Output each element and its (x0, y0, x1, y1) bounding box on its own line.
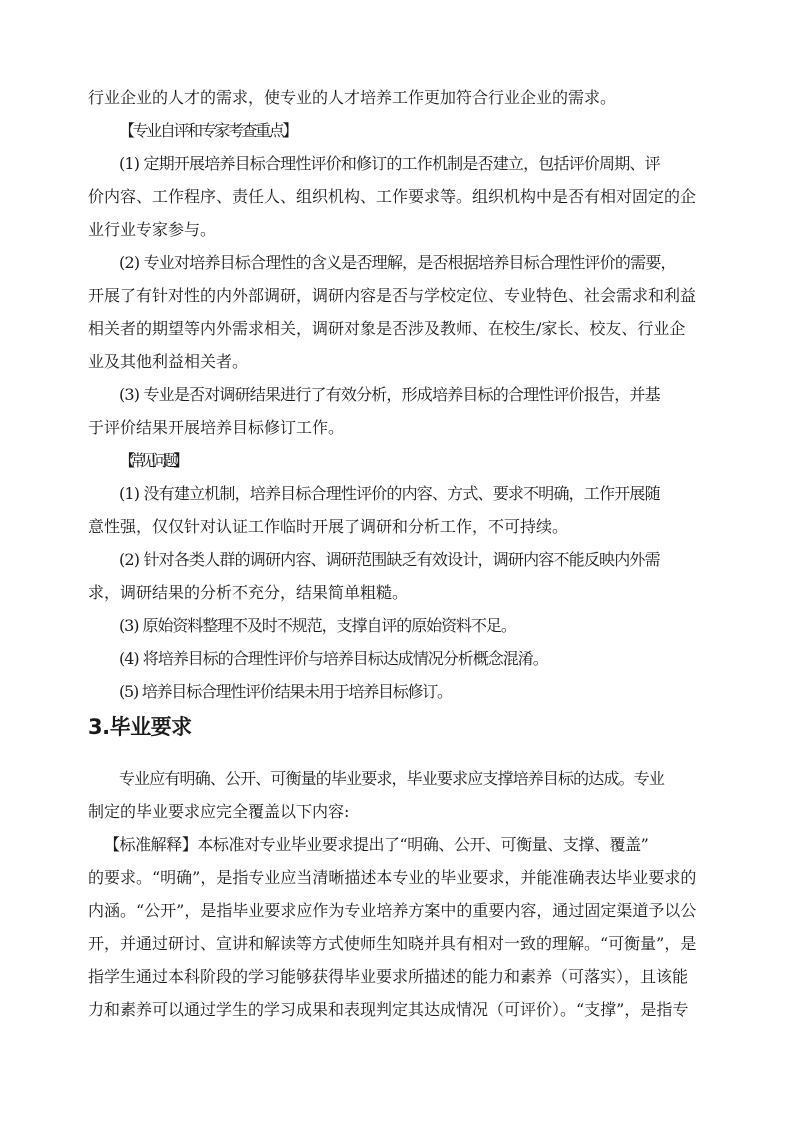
paragraph-line: 力和素养可以通过学生的学习成果和表现判定其达成情况（可评价）。“支撑”，是指专 (88, 1000, 689, 1019)
paragraph-line: 内涵。“公开”，是指毕业要求应作为专业培养方案中的重要内容，通过固定渠道予以公 (88, 901, 697, 920)
section-label-common-issues: 【常见问题】 (119, 451, 185, 470)
paragraph-line: 【标准解释】本标准对专业毕业要求提出了“明确、公开、可衡量、支撑、覆盖” (104, 835, 649, 854)
paragraph-line: (2) 专业对培养目标合理性的含义是否理解，是否根据培养目标合理性评价的需要， (119, 253, 676, 272)
paragraph-line: 的要求。“明确”，是指专业应当清晰描述本专业的毕业要求，并能准确表达毕业要求的 (88, 868, 697, 887)
section-label-review-focus: 【专业自评和专家考查重点】 (119, 121, 297, 140)
paragraph-line: 制定的毕业要求应完全覆盖以下内容: (88, 802, 350, 821)
paragraph-line: 相关者的期望等内外需求相关，调研对象是否涉及教师、在校生/家长、校友、行业企 (88, 319, 686, 338)
paragraph-line: 开，并通过研讨、宣讲和解读等方式使师生知晓并具有相对一致的理解。“可衡量”，是 (88, 934, 697, 953)
paragraph-line: 业行业专家参与。 (88, 220, 217, 239)
paragraph-line: 开展了有针对性的内外部调研，调研内容是否与学校定位、专业特色、社会需求和利益 (88, 286, 697, 305)
paragraph-line: 专业应有明确、公开、可衡量的毕业要求，毕业要求应支撑培养目标的达成。专业 (119, 769, 665, 788)
paragraph-line: 业及其他利益相关者。 (88, 352, 249, 371)
paragraph-line: 行业企业的人才的需求，使专业的人才培养工作更加符合行业企业的需求。 (88, 88, 617, 107)
paragraph-line: 于评价结果开展培养目标修订工作。 (88, 418, 345, 437)
paragraph-line: (2) 针对各类人群的调研内容、调研范围缺乏有效设计，调研内容不能反映内外需 (119, 550, 660, 569)
paragraph-line: (3) 专业是否对调研结果进行了有效分析，形成培养目标的合理性评价报告，并基 (119, 385, 660, 404)
paragraph-line: (4) 将培养目标的合理性评价与培养目标达成情况分析概念混淆。 (119, 649, 548, 668)
paragraph-line: 求，调研结果的分析不充分，结果简单粗糙。 (88, 583, 409, 602)
paragraph-line: 意性强，仅仅针对认证工作临时开展了调研和分析工作，不可持续。 (88, 517, 569, 536)
paragraph-line: 价内容、工作程序、责任人、组织机构、工作要求等。组织机构中是否有相对固定的企 (88, 187, 697, 206)
paragraph-line: (3) 原始资料整理不及时不规范，支撑自评的原始资料不足。 (119, 616, 516, 635)
section-heading: 3.毕业要求 (88, 715, 192, 739)
paragraph-line: (5) 培养目标合理性评价结果未用于培养目标修订。 (119, 682, 452, 701)
paragraph-line: (1) 没有建立机制，培养目标合理性评价的内容、方式、要求不明确，工作开展随 (119, 484, 660, 503)
paragraph-line: (1) 定期开展培养目标合理性评价和修订的工作机制是否建立，包括评价周期、评 (119, 154, 660, 173)
paragraph-line: 指学生通过本科阶段的学习能够获得毕业要求所描述的能力和素养（可落实），且该能 (88, 967, 689, 986)
